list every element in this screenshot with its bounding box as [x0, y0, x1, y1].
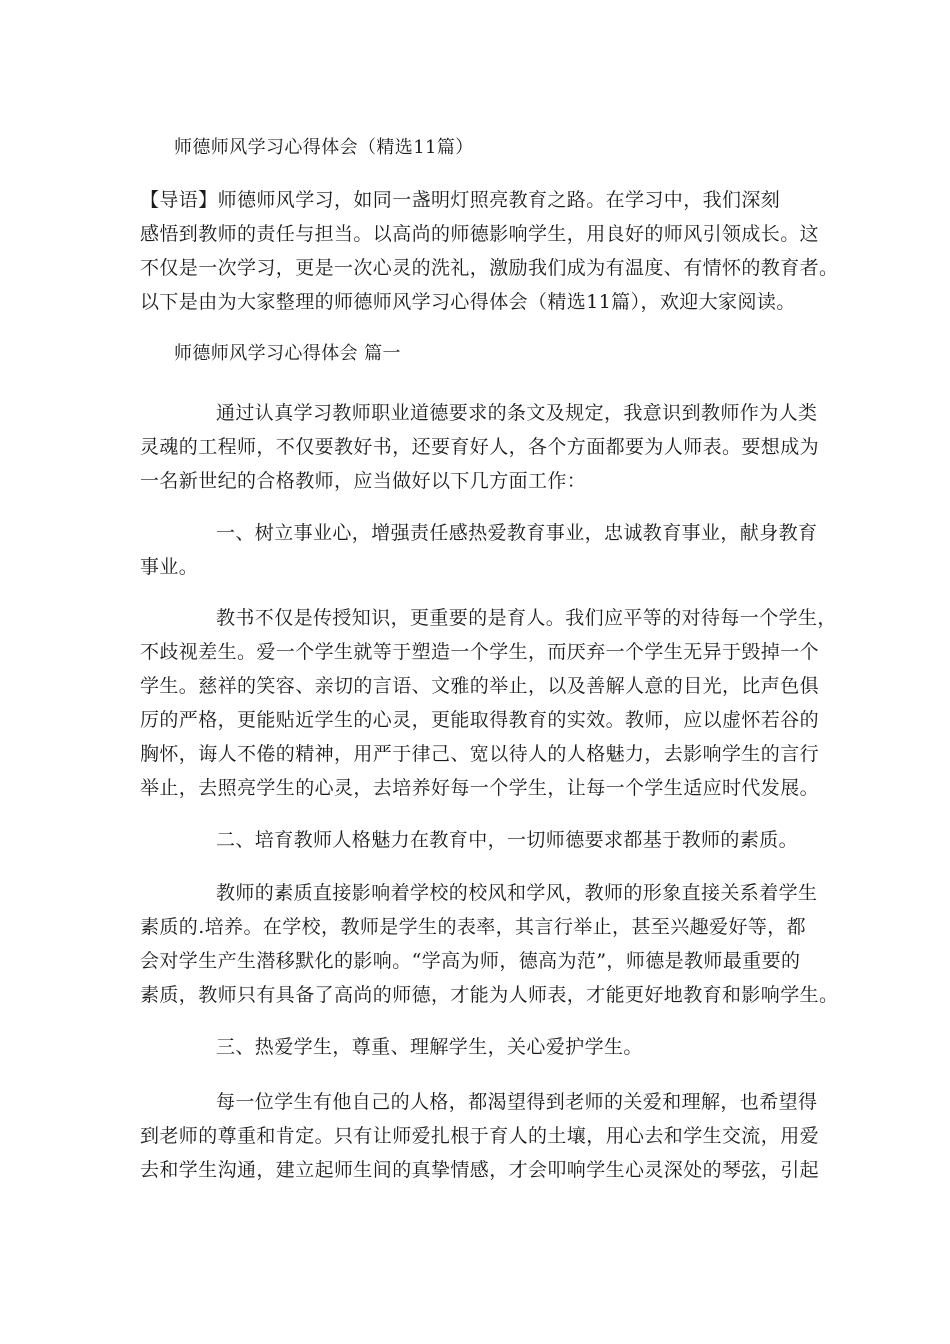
paragraph-line: 通过认真学习教师职业道德要求的条文及规定，我意识到教师作为人类 [216, 402, 818, 424]
paragraph-line: 事业。 [140, 556, 199, 578]
paragraph-line: 每一位学生有他自己的人格，都渴望得到老师的关爱和理解，也希望得 [216, 1091, 818, 1113]
paragraph-line: 会对学生产生潜移默化的影响。“学高为师，德高为范”，师德是教师最重要的 [140, 950, 801, 972]
paragraph-line: 一名新世纪的合格教师，应当做好以下几方面工作： [140, 470, 587, 492]
paragraph-line: 学生。慈祥的笑容、亲切的言语、文雅的举止，以及善解人意的目光，比声色俱 [140, 675, 820, 697]
paragraph-line: 不歧视差生。爱一个学生就等于塑造一个学生，而厌弃一个学生无异于毁掉一个 [140, 641, 820, 663]
intro-line: 以下是由为大家整理的师德师风学习心得体会（精选11篇），欢迎大家阅读。 [140, 291, 796, 313]
document-title: 师德师风学习心得体会（精选11篇） [174, 137, 474, 158]
paragraph-line: 举止，去照亮学生的心灵，去培养好每一个学生，让每一个学生适应时代发展。 [140, 777, 820, 799]
intro-line: 感悟到教师的责任与担当。以高尚的师德影响学生，用良好的师风引领成长。这 [140, 223, 820, 245]
paragraph-line: 素质的.培养。在学校，教师是学生的表率，其言行举止，甚至兴趣爱好等，都 [140, 916, 807, 938]
paragraph-line: 胸怀，诲人不倦的精神，用严于律己、宽以待人的人格魅力，去影响学生的言行 [140, 743, 820, 765]
intro-line: 【导语】师德师风学习，如同一盏明灯照亮教育之路。在学习中，我们深刻 [140, 189, 781, 211]
intro-line: 不仅是一次学习，更是一次心灵的洗礼，激励我们成为有温度、有情怀的教育者。 [140, 257, 839, 279]
section-heading: 师德师风学习心得体会 篇一 [174, 343, 401, 364]
paragraph-line: 厉的严格，更能贴近学生的心灵，更能取得教育的实效。教师，应以虚怀若谷的 [140, 709, 820, 731]
paragraph-line: 灵魂的工程师，不仅要教好书，还要育好人，各个方面都要为人师表。要想成为 [140, 436, 820, 458]
paragraph-line: 教师的素质直接影响着学校的校风和学风，教师的形象直接关系着学生 [216, 882, 818, 904]
paragraph-line: 去和学生沟通，建立起师生间的真挚情感，才会叩响学生心灵深处的琴弦，引起 [140, 1159, 820, 1181]
paragraph-line: 素质，教师只有具备了高尚的师德，才能为人师表，才能更好地教育和影响学生。 [140, 984, 839, 1006]
paragraph-line: 三、热爱学生，尊重、理解学生，关心爱护学生。 [216, 1036, 643, 1058]
paragraph-line: 教书不仅是传授知识，更重要的是育人。我们应平等的对待每一个学生， [216, 607, 837, 629]
paragraph-line: 到老师的尊重和肯定。只有让师爱扎根于育人的土壤，用心去和学生交流，用爱 [140, 1125, 820, 1147]
paragraph-line: 一、树立事业心，增强责任感热爱教育事业，忠诚教育事业，献身教育 [216, 522, 818, 544]
paragraph-line: 二、培育教师人格魅力在教育中，一切师德要求都基于教师的素质。 [216, 829, 799, 851]
